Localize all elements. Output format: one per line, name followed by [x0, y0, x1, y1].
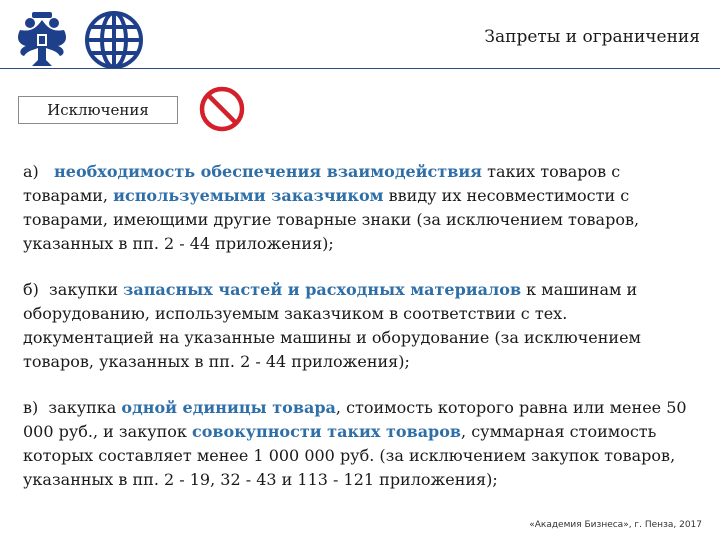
paragraph-c-text-3: , суммарная стоимость которых составляет менее 1 000 000 руб. (за исключением закупок товаров, указанных в пп. 2 - 19, 32 - 43 и 113 - 121 приложения);: [23, 422, 676, 489]
paragraph-c-marker: в): [23, 398, 39, 417]
paragraph-a-marker: а): [23, 162, 39, 181]
prohibition-sign-icon: [197, 84, 247, 134]
paragraph-c-highlight-1: одной единицы товара: [121, 398, 336, 417]
paragraph-a-text-2: ввиду их несовместимости с товарами, имеющими другие товарные знаки (за исключением товаров, указанных в пп. 2 - 44 приложения);: [23, 186, 640, 253]
paragraph-c-text-2: , стоимость которого равна или менее 50 000 руб., и закупок: [23, 398, 687, 441]
coat-of-arms-icon: [10, 8, 74, 72]
logos: [10, 8, 146, 72]
paragraph-b: [23, 278, 703, 374]
paragraph-b-highlight-1: запасных частей и расходных материалов: [123, 280, 522, 299]
paragraph-a: [23, 160, 703, 256]
paragraph-b-text-1: закупки: [49, 280, 124, 299]
paragraph-c-highlight-2: совокупности таких товаров: [191, 422, 462, 441]
exceptions-label: Исключения: [47, 101, 149, 119]
paragraph-b-marker: б): [23, 280, 39, 299]
exceptions-content: [23, 160, 703, 514]
page-title: Запреты и ограничения: [484, 27, 700, 47]
footer-caption: «Академия Бизнеса», г. Пенза, 2017: [529, 520, 702, 530]
paragraph-b-text-2: к машинам и оборудованию, используемым заказчиком в соответствии с тех. документацией на указанные машины и оборудование (за исключением товаров, указанных в пп. 2 - 44 приложения);: [23, 280, 641, 371]
paragraph-a-highlight-2: используемыми заказчиком: [113, 186, 384, 205]
exceptions-label-box: [18, 96, 178, 124]
paragraph-c: [23, 396, 703, 492]
paragraph-c-text-1: закупка: [48, 398, 122, 417]
globe-icon: [82, 8, 146, 72]
paragraph-a-text-1: таких товаров с товарами,: [23, 162, 621, 205]
header-divider: [0, 68, 720, 69]
paragraph-a-highlight-1: необходимость обеспечения взаимодействия: [54, 162, 482, 181]
